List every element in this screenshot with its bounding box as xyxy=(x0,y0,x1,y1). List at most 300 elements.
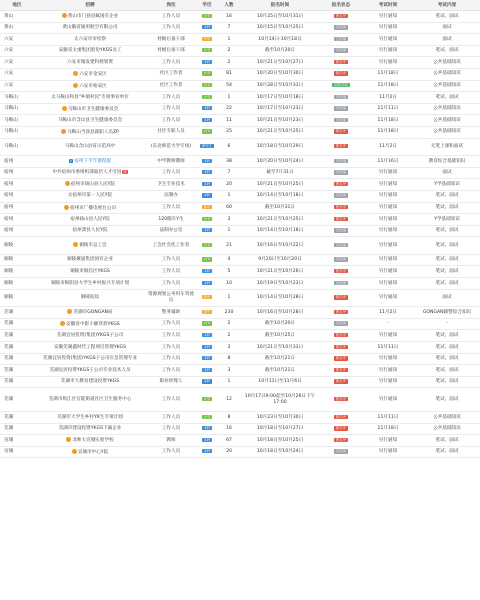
time-cell xyxy=(240,376,320,388)
job-title-cell[interactable] xyxy=(34,412,146,424)
exam-time: 另行通知 xyxy=(378,181,398,187)
edu-cell xyxy=(196,289,218,307)
job-title-cell[interactable] xyxy=(34,57,146,69)
count-cell xyxy=(218,423,240,435)
region-cell xyxy=(0,353,34,365)
education-badge: 本科 xyxy=(203,59,211,64)
job-title-cell[interactable] xyxy=(34,289,146,307)
time-cell xyxy=(240,446,320,458)
status-badge: 报名中 xyxy=(335,414,347,419)
exam-time-cell xyxy=(362,342,414,354)
region-text: 六安 xyxy=(4,83,14,89)
region-cell xyxy=(0,45,34,57)
count-cell xyxy=(218,266,240,278)
edu-cell xyxy=(196,225,218,237)
exam-content-cell xyxy=(414,202,480,214)
education-badge: 大专 xyxy=(203,94,211,99)
post-text: 职业经理人 xyxy=(159,379,183,385)
table-row[interactable] xyxy=(0,126,480,138)
exam-content: 笔试、面试 xyxy=(435,257,459,263)
table-row[interactable] xyxy=(0,237,480,255)
exam-time-cell xyxy=(362,214,414,226)
exam-content: 面试 xyxy=(442,25,452,31)
table-row[interactable] xyxy=(0,278,480,290)
post-cell xyxy=(146,103,196,115)
exam-content-cell xyxy=(414,126,480,138)
region-cell xyxy=(0,376,34,388)
exam-time-cell xyxy=(362,92,414,104)
region-cell xyxy=(0,22,34,34)
edu-cell xyxy=(196,307,218,319)
status-cell xyxy=(320,388,362,412)
exam-time-cell xyxy=(362,412,414,424)
table-row[interactable] xyxy=(0,11,480,23)
job-title-cell[interactable] xyxy=(34,11,146,23)
education-badge: 大专 xyxy=(203,71,211,76)
job-title-link: 宿州市广播电视台公司 xyxy=(70,205,116,211)
region-text: 宿州 xyxy=(4,228,14,234)
status-cell xyxy=(320,190,362,202)
post-text: 村级后备干部 xyxy=(157,36,185,42)
registration-time: 10月23日至10月30日 xyxy=(256,414,304,420)
exam-time: 另行通知 xyxy=(378,13,398,19)
region-text: 铜陵 xyxy=(4,257,14,263)
job-title-cell[interactable] xyxy=(34,167,146,179)
table-row[interactable] xyxy=(0,266,480,278)
count-cell xyxy=(218,446,240,458)
table-row[interactable] xyxy=(0,412,480,424)
table-row[interactable] xyxy=(0,376,480,388)
exam-content-cell xyxy=(414,237,480,255)
region-text: 六安 xyxy=(4,36,14,42)
status-cell xyxy=(320,156,362,168)
time-cell xyxy=(240,214,320,226)
exam-content: 笔试、面试 xyxy=(435,344,459,350)
exam-content-cell xyxy=(414,318,480,330)
exam-content-cell xyxy=(414,80,480,92)
status-badge: 即将开始 xyxy=(334,83,348,88)
table-row[interactable] xyxy=(0,289,480,307)
status-cell xyxy=(320,103,362,115)
post-cell xyxy=(146,45,196,57)
region-cell xyxy=(0,446,34,458)
post-text: 中学教师教师 xyxy=(157,158,185,164)
job-title-cell[interactable] xyxy=(34,214,146,226)
status-badge: 报名中 xyxy=(335,309,347,314)
exam-content-cell xyxy=(414,138,480,156)
time-cell xyxy=(240,225,320,237)
exam-time-cell xyxy=(362,115,414,127)
region-cell xyxy=(0,435,34,447)
exam-content-cell xyxy=(414,22,480,34)
job-title-cell[interactable] xyxy=(34,254,146,266)
post-cell xyxy=(146,412,196,424)
edu-cell xyxy=(196,237,218,255)
registration-time: 10月21日至10月23日 xyxy=(256,117,304,123)
job-title-cell[interactable] xyxy=(34,92,146,104)
job-title-cell[interactable] xyxy=(34,342,146,354)
exam-content-cell xyxy=(414,179,480,191)
table-row[interactable] xyxy=(0,156,480,168)
post-text: 资源规划公务用车驾驶员 xyxy=(148,292,194,303)
exam-time-cell xyxy=(362,278,414,290)
post-cell xyxy=(146,307,196,319)
job-title-cell[interactable] xyxy=(34,156,146,168)
count-cell xyxy=(218,126,240,138)
exam-content-cell xyxy=(414,307,480,319)
job-title-link: 安徽省太重集团股份YKGS员工 xyxy=(58,48,122,54)
table-row[interactable] xyxy=(0,318,480,330)
post-cell xyxy=(146,156,196,168)
registration-time: 10月21日至10月27日 xyxy=(256,59,304,65)
post-cell xyxy=(146,22,196,34)
job-title-cell[interactable] xyxy=(34,330,146,342)
region-text: 芜湖 xyxy=(4,426,14,432)
table-row[interactable] xyxy=(0,179,480,191)
education-badge: 本科 xyxy=(203,344,211,349)
count-text: 1 xyxy=(227,193,231,199)
table-row[interactable] xyxy=(0,365,480,377)
table-row[interactable] xyxy=(0,115,480,127)
table-row[interactable] xyxy=(0,103,480,115)
time-cell xyxy=(240,423,320,435)
count-cell xyxy=(218,115,240,127)
region-cell xyxy=(0,365,34,377)
table-row[interactable] xyxy=(0,167,480,179)
count-cell xyxy=(218,278,240,290)
status-cell xyxy=(320,92,362,104)
job-title-cell[interactable] xyxy=(34,353,146,365)
post-text: 工作人员 xyxy=(161,321,181,327)
region-text: 六安 xyxy=(4,48,14,54)
job-title-cell[interactable] xyxy=(34,34,146,46)
region-text: 宿州 xyxy=(4,205,14,210)
edu-cell xyxy=(196,365,218,377)
job-title-cell[interactable] xyxy=(34,435,146,447)
exam-time-cell xyxy=(362,365,414,377)
job-title-link: 芜湖市大学生乡村YK生专项计划 xyxy=(57,414,123,420)
count-cell xyxy=(218,103,240,115)
registration-time: 10月14日至10月28日 xyxy=(256,295,304,301)
education-badge: 本科 xyxy=(203,426,211,431)
region-text: 黄山 xyxy=(4,13,14,19)
post-cell xyxy=(146,446,196,458)
time-cell xyxy=(240,254,320,266)
status-cell xyxy=(320,307,362,319)
count-text: 8 xyxy=(227,356,231,362)
education-badge: 大专 xyxy=(203,48,211,53)
status-cell xyxy=(320,138,362,156)
exam-content-cell xyxy=(414,254,480,266)
count-cell xyxy=(218,307,240,319)
exam-time-cell xyxy=(362,266,414,278)
job-title-link: 铜陵市枞阳县大学生乡村振兴专项计划 xyxy=(50,280,130,286)
table-row[interactable] xyxy=(0,423,480,435)
status-badge: 已结束 xyxy=(335,36,347,41)
registration-time: 10月21日至10月25日 xyxy=(256,129,304,135)
table-row[interactable] xyxy=(0,435,480,447)
region-text: 芜湖 xyxy=(4,414,14,420)
region-text: 芜湖 xyxy=(4,332,14,338)
post-cell xyxy=(146,376,196,388)
table-row[interactable] xyxy=(0,80,480,92)
exam-time-cell xyxy=(362,237,414,255)
job-title-cell[interactable] xyxy=(34,365,146,377)
table-row[interactable] xyxy=(0,225,480,237)
registration-time: 10月19日至10月23日 xyxy=(256,280,304,286)
job-title-cell[interactable] xyxy=(34,446,146,458)
registration-time: 9月20日至10月20日 xyxy=(258,257,302,263)
post-text: 工作人员 xyxy=(161,170,181,176)
table-row[interactable] xyxy=(0,92,480,104)
table-row[interactable] xyxy=(0,446,480,458)
exam-time: 11月18日 xyxy=(377,117,399,123)
count-text: 2 xyxy=(227,321,231,327)
exam-content-cell xyxy=(414,353,480,365)
count-cell xyxy=(218,68,240,80)
exam-time: 另行通知 xyxy=(378,170,398,176)
count-text: 4 xyxy=(227,257,231,263)
exam-time-cell xyxy=(362,22,414,34)
education-badge: 本科 xyxy=(203,437,211,442)
exam-time-cell xyxy=(362,11,414,23)
job-title-cell[interactable] xyxy=(34,68,146,80)
count-text: 3 xyxy=(227,344,231,350)
exam-content-cell xyxy=(414,446,480,458)
table-row[interactable] xyxy=(0,388,480,412)
table-row[interactable] xyxy=(0,190,480,202)
count-text: 16 xyxy=(226,13,232,19)
region-text: 芜湖 xyxy=(4,396,14,402)
exam-content-cell xyxy=(414,278,480,290)
table-row[interactable] xyxy=(0,254,480,266)
count-cell xyxy=(218,45,240,57)
education-badge: 大专 xyxy=(203,414,211,419)
time-cell xyxy=(240,80,320,92)
status-badge: 已结束 xyxy=(335,117,347,122)
post-cell xyxy=(146,68,196,80)
status-cell xyxy=(320,318,362,330)
post-cell xyxy=(146,330,196,342)
count-text: 1 xyxy=(227,228,231,234)
exam-time: 另行通知 xyxy=(378,59,398,65)
exam-content: 笔试、面试 xyxy=(435,367,459,373)
exam-time: 另行通知 xyxy=(378,396,398,402)
exam-content: 教育综合基础知识 xyxy=(428,158,466,164)
education-badge: 大专 xyxy=(203,321,211,326)
hot-icon xyxy=(60,321,65,326)
job-title-link: 芜湖市鸠江区官陡街道社区卫生服务中心 xyxy=(48,396,132,402)
status-badge: 已结束 xyxy=(335,158,347,163)
region-text: 芜湖 xyxy=(4,344,14,350)
region-text: 马鞍山 xyxy=(4,129,18,135)
job-title-cell[interactable] xyxy=(34,278,146,290)
count-cell xyxy=(218,214,240,226)
time-cell xyxy=(240,115,320,127)
post-cell xyxy=(146,278,196,290)
job-title-cell[interactable] xyxy=(34,80,146,92)
post-text: 工作人员 xyxy=(161,205,181,210)
region-text: 六安 xyxy=(4,59,14,65)
table-row[interactable] xyxy=(0,330,480,342)
post-text: 卫生专业技术 xyxy=(157,181,185,187)
count-text: 1 xyxy=(227,295,231,301)
edu-cell xyxy=(196,266,218,278)
status-cell xyxy=(320,330,362,342)
job-title-cell[interactable] xyxy=(34,237,146,255)
region-cell xyxy=(0,80,34,92)
exam-content: 笔试、面试 xyxy=(435,280,459,286)
exam-content: Y学基础知识 xyxy=(434,181,460,187)
hot-icon xyxy=(67,309,72,314)
exam-time-cell xyxy=(362,289,414,307)
education-badge: 大专 xyxy=(203,242,211,247)
post-text: 村级后备干部 xyxy=(157,48,185,54)
exam-content: 笔试、面试 xyxy=(435,193,459,199)
job-title-cell[interactable] xyxy=(34,376,146,388)
column-header: 招聘 xyxy=(34,0,146,11)
post-text: 工作人员 xyxy=(161,59,181,65)
status-badge: 报名中 xyxy=(335,181,347,186)
job-title-cell[interactable] xyxy=(34,190,146,202)
time-cell xyxy=(240,278,320,290)
count-cell xyxy=(218,167,240,179)
job-title-cell[interactable] xyxy=(34,103,146,115)
registration-time: 10月11日至11月6日 xyxy=(258,379,302,385)
post-text: 工作人员 xyxy=(161,280,181,286)
count-cell xyxy=(218,353,240,365)
edu-cell xyxy=(196,126,218,138)
column-header: 报名状态 xyxy=(320,0,362,11)
region-cell xyxy=(0,330,34,342)
count-cell xyxy=(218,138,240,156)
job-title-cell[interactable] xyxy=(34,138,146,156)
exam-content: 笔试、面试 xyxy=(435,356,459,362)
exam-content: 笔试、面试 xyxy=(435,13,459,19)
exam-time: 11月2日 xyxy=(379,94,397,100)
count-cell xyxy=(218,57,240,69)
time-cell xyxy=(240,179,320,191)
exam-time: 11月2日 xyxy=(379,144,397,150)
job-title-cell[interactable] xyxy=(34,225,146,237)
exam-content: 笔试、面试 xyxy=(435,437,459,443)
column-header: 人数 xyxy=(218,0,240,11)
exam-content: 笔试、面试 xyxy=(435,332,459,338)
job-title-cell[interactable] xyxy=(34,318,146,330)
region-cell xyxy=(0,423,34,435)
table-row[interactable] xyxy=(0,57,480,69)
exam-content-cell xyxy=(414,225,480,237)
table-row[interactable] xyxy=(0,214,480,226)
count-text: 2 xyxy=(227,332,231,338)
status-badge: 已结束 xyxy=(335,280,347,285)
table-row[interactable] xyxy=(0,22,480,34)
status-cell xyxy=(320,126,362,138)
status-badge: 报名中 xyxy=(335,367,347,372)
table-row[interactable] xyxy=(0,353,480,365)
edu-cell xyxy=(196,138,218,156)
count-cell xyxy=(218,237,240,255)
job-title-link: 宿州萧县人民Y院 xyxy=(72,228,108,234)
registration-time: 截至10月25日 xyxy=(264,332,296,338)
status-badge: 报名中 xyxy=(335,426,347,431)
region-text: 宿州 xyxy=(4,216,14,222)
job-title-link: 宿州砀山县人民Y院 xyxy=(70,216,110,222)
table-row[interactable] xyxy=(0,34,480,46)
region-text: 铜陵 xyxy=(4,242,14,248)
job-title-link: 安徽芜湖鑫时代工程项目管理YKGS xyxy=(53,344,126,350)
post-text: 社区工作者 xyxy=(159,83,183,89)
post-text: 工作人员 xyxy=(161,25,181,31)
column-header: 岗位 xyxy=(146,0,196,11)
column-header: 地区 xyxy=(0,0,34,11)
status-badge: 报名中 xyxy=(335,379,347,384)
job-title-cell[interactable] xyxy=(34,22,146,34)
count-text: 1 xyxy=(227,36,231,42)
job-title-cell[interactable] xyxy=(34,266,146,278)
job-title-cell[interactable] xyxy=(34,423,146,435)
region-cell xyxy=(0,68,34,80)
job-title-link: 太马鞍山和县"乡镇村民"专项事业单位 xyxy=(51,94,129,100)
status-badge: 报名中 xyxy=(335,437,347,442)
exam-time: 另行通知 xyxy=(378,437,398,443)
table-row[interactable] xyxy=(0,342,480,354)
table-row[interactable] xyxy=(0,68,480,80)
post-text: 工作人员 xyxy=(161,13,181,19)
exam-content-cell xyxy=(414,34,480,46)
job-title-cell[interactable] xyxy=(34,115,146,127)
exam-content: 面试 xyxy=(442,295,452,301)
count-text: 230 xyxy=(224,309,234,315)
post-cell xyxy=(146,34,196,46)
job-title-cell[interactable] xyxy=(34,202,146,214)
count-text: 60 xyxy=(226,205,232,210)
registration-time: 10月16日至10月28日 xyxy=(256,309,304,315)
job-title-cell[interactable] xyxy=(34,126,146,138)
post-text: 120随车Y生 xyxy=(158,216,184,222)
status-badge: 报名中 xyxy=(335,129,347,134)
exam-content-cell xyxy=(414,167,480,179)
count-cell xyxy=(218,156,240,168)
job-title-link: 黄山徽省通用航空有限公司 xyxy=(62,25,118,31)
exam-content: 公共基础知识 xyxy=(433,106,461,112)
table-row[interactable] xyxy=(0,45,480,57)
job-title-cell[interactable] xyxy=(34,45,146,57)
post-text: 工作人员 xyxy=(161,332,181,338)
registration-time: 10月18日至10月27日 xyxy=(256,426,304,432)
exam-content: GONGAN辅警综合知识 xyxy=(422,309,472,315)
hot-icon xyxy=(62,13,67,18)
post-cell xyxy=(146,365,196,377)
exam-time-cell xyxy=(362,68,414,80)
registration-time: 10月16日至10月22日 xyxy=(256,242,304,248)
count-text: 1 xyxy=(227,94,231,100)
post-cell xyxy=(146,225,196,237)
registration-time: 10月28日至10月31日 xyxy=(256,83,304,89)
exam-content-cell xyxy=(414,190,480,202)
table-row[interactable] xyxy=(0,138,480,156)
registration-time: 10月14日至10月18日 xyxy=(256,193,304,199)
time-cell xyxy=(240,435,320,447)
job-title-link: 芜湖市大教育建设投资YKGS xyxy=(60,379,120,385)
table-row[interactable] xyxy=(0,202,480,214)
job-title-cell[interactable] xyxy=(34,179,146,191)
exam-time: 另行通知 xyxy=(378,242,398,248)
count-cell xyxy=(218,92,240,104)
job-title-cell[interactable] xyxy=(34,388,146,412)
job-title-cell[interactable] xyxy=(34,307,146,319)
table-row[interactable] xyxy=(0,307,480,319)
